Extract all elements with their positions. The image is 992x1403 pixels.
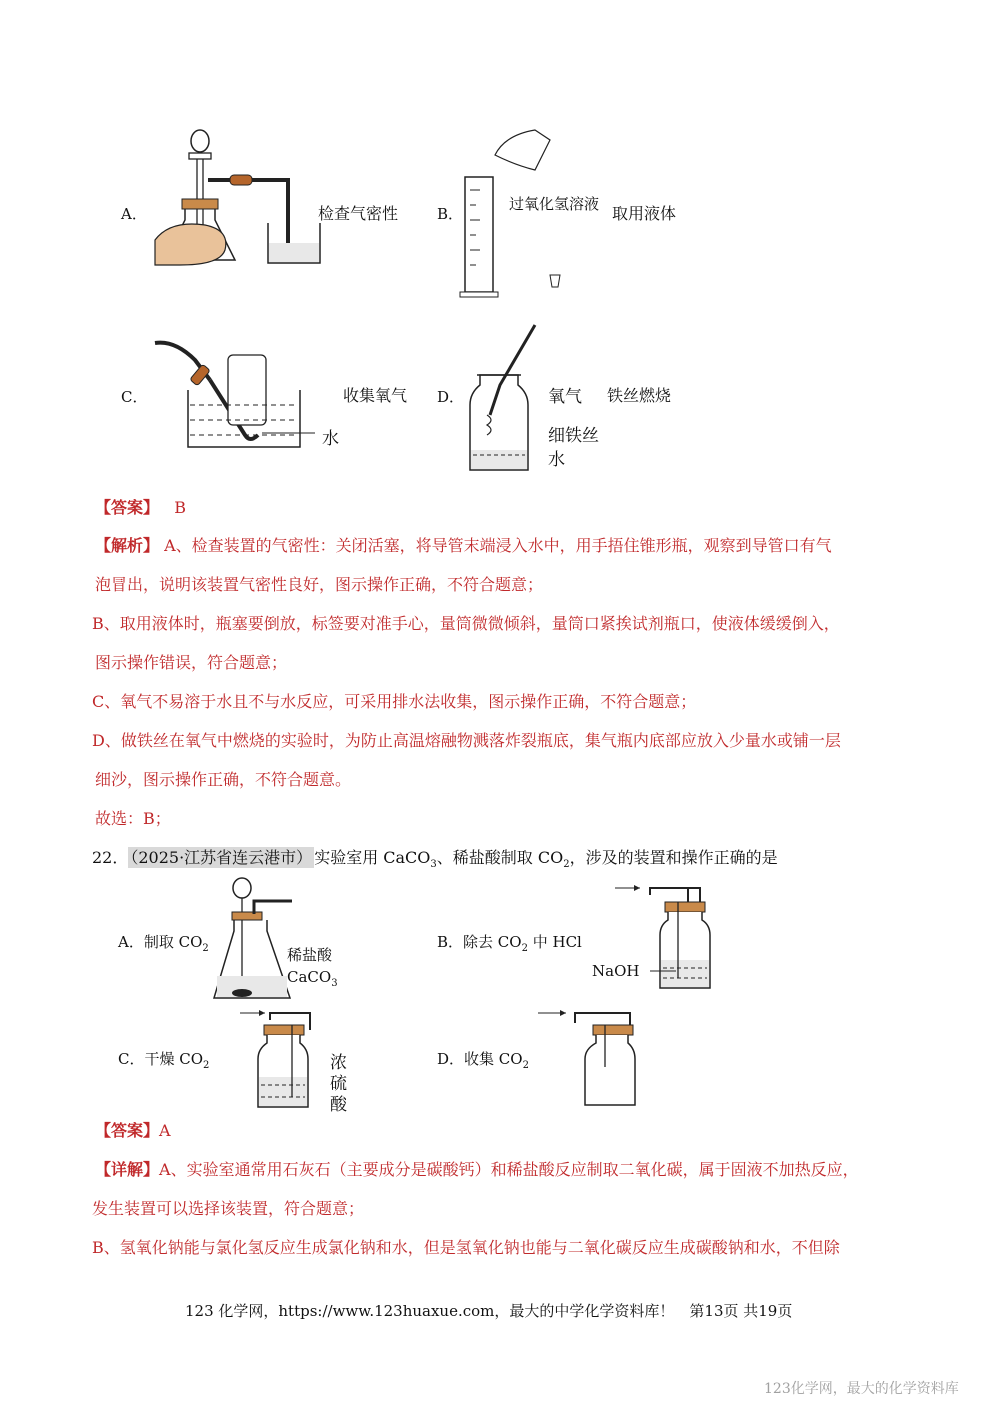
q21-answer-value: B xyxy=(174,498,187,517)
fig-d-wire: 细铁丝 xyxy=(548,426,599,446)
q22-fig-b-caption: B．除去 $CO_2$ 中 HCl xyxy=(437,933,582,954)
gas-collection-bottle-figure xyxy=(538,1005,638,1110)
q22-source-badge: （2025·江苏省连云港市） xyxy=(130,848,313,867)
fig-b-letter: B． xyxy=(437,205,464,223)
q21-analysis-line-3: 图示操作错误，符合题意； xyxy=(95,653,288,672)
q21-analysis-line-1: 泡冒出，说明该装置气密性良好，图示操作正确，不符合题意； xyxy=(95,575,544,594)
fig-d-water: 水 xyxy=(548,450,565,470)
fig-a-caption: 检查气密性 xyxy=(318,204,399,223)
q22-fig-c-acid-2: 硫 xyxy=(330,1074,347,1094)
q22-fig-c-acid-1: 浓 xyxy=(330,1053,347,1073)
watermark: 123化学网，最大的化学资料库 xyxy=(764,1381,959,1397)
q21-answer-tag: 【答案】 xyxy=(95,498,160,517)
q22-detail-line-1: 发生装置可以选择该装置，符合题意； xyxy=(92,1199,365,1218)
q22-fig-a-acid: 稀盐酸 xyxy=(287,946,333,964)
q22-answer-value: A xyxy=(159,1121,171,1140)
fig-d-letter: D． xyxy=(437,388,465,406)
q21-analysis-line-5: D、做铁丝在氧气中燃烧的实验时，为防止高温熔融物溅落炸裂瓶底，集气瓶内底部应放入少量水或铺一层 xyxy=(92,731,841,750)
q22-fig-c-caption: C．干燥 $CO_2$ xyxy=(118,1050,210,1071)
drying-bottle-figure xyxy=(240,1005,325,1115)
oxygen-collection-figure xyxy=(150,335,320,455)
fig-d-caption: 铁丝燃烧 xyxy=(607,386,672,405)
airtight-check-figure xyxy=(150,125,325,265)
fig-b-caption: 取用液体 xyxy=(612,204,677,223)
q21-analysis-line-4: C、氧气不易溶于水且不与水反应，可采用排水法收集，图示操作正确，不符合题意； xyxy=(92,692,697,711)
q22-detail-tag: 【详解】 xyxy=(95,1160,160,1179)
q21-analysis-line-0: 【解析】 A、检查装置的气密性：关闭活塞，将导管末端浸入水中，用手捂住锥形瓶，观察到导管口有气 xyxy=(95,536,832,555)
iron-wire-burning-figure xyxy=(465,315,545,475)
q22-answer-tag: 【答案】 xyxy=(95,1121,160,1140)
q22-fig-b-naoh: NaOH xyxy=(592,962,640,980)
page-footer: 123 化学网，https://www.123huaxue.com，最大的中学化学资料库！ 第13页 共19页 xyxy=(185,1302,793,1320)
q21-answer xyxy=(95,495,186,518)
q21-analysis-line-6: 细沙，图示操作正确，不符合题意。 xyxy=(95,770,352,789)
q22-fig-a-caco3: CaCO$_3$ xyxy=(287,968,338,989)
fig-c-water: 水 xyxy=(322,429,339,449)
q22-answer xyxy=(95,1118,171,1141)
q22-detail-line-0: 【详解】A、实验室通常用石灰石（主要成分是碳酸钙）和稀盐酸反应制取二氧化碳，属于固液不加热反应， xyxy=(95,1160,859,1179)
fig-c-caption: 收集氧气 xyxy=(343,386,408,405)
q22-detail-line-2: B、氢氧化钠能与氯化氢反应生成氯化钠和水，但是氢氧化钠也能与二氧化碳反应生成碳酸钠和水，不但除 xyxy=(92,1238,840,1257)
q22-fig-d-caption: D．收集 $CO_2$ xyxy=(437,1050,529,1071)
q22-fig-c-acid-3: 酸 xyxy=(330,1095,347,1115)
fig-c-letter: C． xyxy=(121,388,148,406)
q21-analysis-line-7: 故选：B； xyxy=(95,809,171,828)
q22-stem: 22． （2025·江苏省连云港市） 实验室用 CaCO$_3$、稀盐酸制取 $CO_2$，涉及的装置和操作正确的是 xyxy=(92,848,778,871)
fig-a-letter: A． xyxy=(121,205,147,223)
fig-d-oxygen: 氧气 xyxy=(548,387,582,407)
q22-fig-a-caption: A．制取 $CO_2$ xyxy=(118,933,209,954)
q21-analysis-tag: 【解析】 xyxy=(95,536,160,555)
fig-b-label: 过氧化氢溶液 xyxy=(509,195,600,213)
q21-analysis-line-2: B、取用液体时，瓶塞要倒放，标签要对准手心，量筒微微倾斜，量筒口紧挨试剂瓶口，使液体缓缓倒入， xyxy=(92,614,840,633)
